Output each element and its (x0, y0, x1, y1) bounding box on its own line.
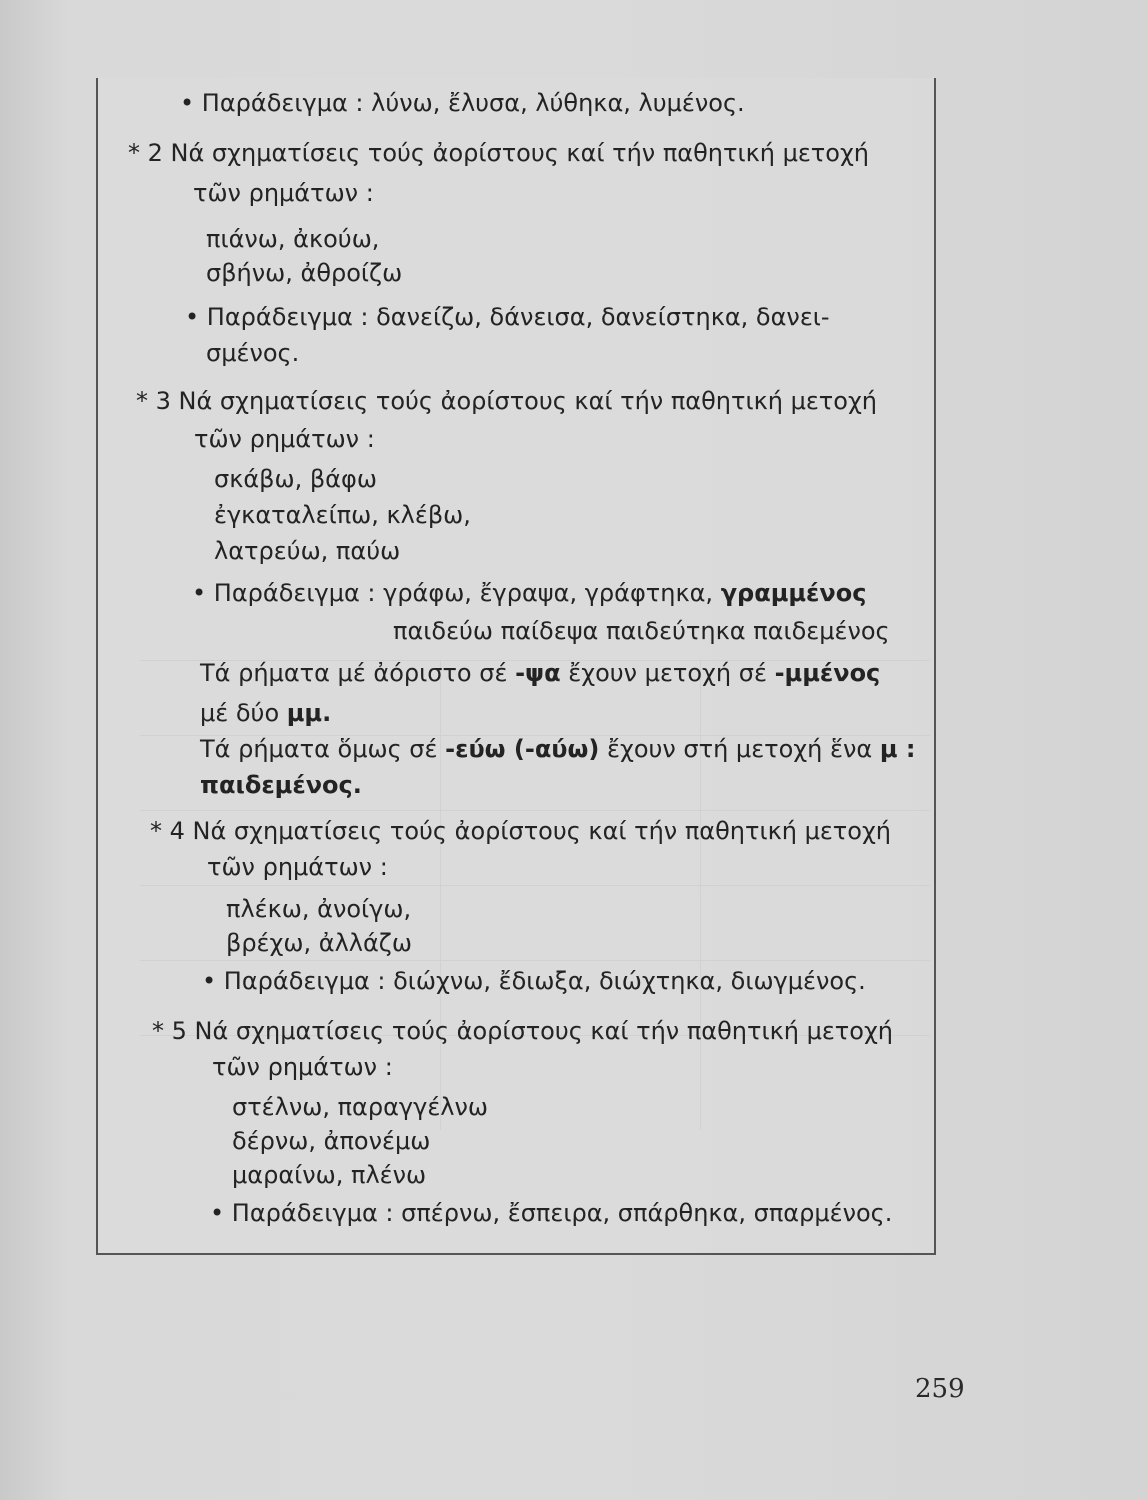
example-line-3-bold: γραμμένος (720, 579, 867, 607)
exercise-4-subheading: τῶν ρημάτων : (207, 853, 388, 881)
page-number: 259 (915, 1374, 965, 1404)
example-line-1: • Παράδειγμα : λύνω, ἔλυσα, λύθηκα, λυμένος. (180, 89, 745, 117)
example-line-3-text: • Παράδειγμα : γράφω, ἔγραψα, γράφτηκα, (192, 579, 714, 607)
exercise-2-subheading: τῶν ρημάτων : (193, 179, 374, 207)
rule-line-2-b: μμ. (286, 699, 332, 727)
exercise-4-heading: * 4 Νά σχηματίσεις τούς ἀορίστους καί τήν παθητική μετοχή (150, 817, 892, 845)
exercise-2-verbs-1: πιάνω, ἀκούω, (206, 225, 380, 253)
rule-line-3-c: ἔχουν στή μετοχή ἕνα (606, 735, 873, 763)
example-line-2: • Παράδειγμα : δανείζω, δάνεισα, δανείστηκα, δανει- (185, 303, 830, 331)
rule-line-1-c: ἔχουν μετοχή σέ (568, 659, 767, 687)
rule-line-4: παιδεμένος. (200, 771, 362, 799)
rule-line-2-a: μέ δύο (200, 699, 280, 727)
exercise-5-subheading: τῶν ρημάτων : (212, 1053, 393, 1081)
rule-line-1-d: -μμένος (774, 659, 881, 687)
exercise-2-heading: * 2 Νά σχηματίσεις τούς ἀορίστους καί τήν παθητική μετοχή (128, 139, 870, 167)
exercise-4-verbs-2: βρέχω, ἀλλάζω (226, 929, 412, 957)
example-line-5: • Παράδειγμα : σπέρνω, ἔσπειρα, σπάρθηκα, σπαρμένος. (210, 1199, 893, 1227)
example-line-2-cont: σμένος. (206, 339, 300, 367)
example-line-3 (192, 578, 866, 608)
exercise-3-subheading: τῶν ρημάτων : (194, 425, 375, 453)
exercise-5-verbs-2: δέρνω, ἀπονέμω (232, 1127, 431, 1155)
example-line-4: • Παράδειγμα : διώχνω, ἔδιωξα, διώχτηκα, διωγμένος. (202, 967, 866, 995)
exercise-5-verbs-1: στέλνω, παραγγέλνω (232, 1093, 489, 1121)
exercise-3-verbs-1: σκάβω, βάφω (214, 465, 377, 493)
rule-line-1 (200, 658, 880, 688)
rule-line-2 (200, 698, 331, 728)
exercise-3-heading: * 3 Νά σχηματίσεις τούς ἀορίστους καί τήν παθητική μετοχή (136, 387, 878, 415)
rule-line-1-a: Τά ρήματα μέ ἀόριστο σέ (200, 659, 508, 687)
rule-line-3-b: -εύω (-αύω) (445, 735, 600, 763)
exercise-3-verbs-3: λατρεύω, παύω (214, 537, 401, 565)
exercise-2-verbs-2: σβήνω, ἀθροίζω (206, 259, 403, 287)
exercise-3-verbs-2: ἐγκαταλείπω, κλέβω, (214, 501, 471, 529)
rule-line-3-d: μ : (879, 735, 916, 763)
exercise-5-verbs-3: μαραίνω, πλένω (232, 1161, 427, 1189)
exercise-4-verbs-1: πλέκω, ἀνοίγω, (226, 895, 412, 923)
exercise-5-heading: * 5 Νά σχηματίσεις τούς ἀορίστους καί τήν παθητική μετοχή (152, 1017, 894, 1045)
rule-line-3-a: Τά ρήματα ὅμως σέ (200, 735, 438, 763)
example-line-3-cont: παιδεύω παίδεψα παιδεύτηκα παιδεμένος (393, 617, 890, 645)
rule-line-1-b: -ψα (515, 659, 561, 687)
rule-line-3 (200, 734, 915, 764)
